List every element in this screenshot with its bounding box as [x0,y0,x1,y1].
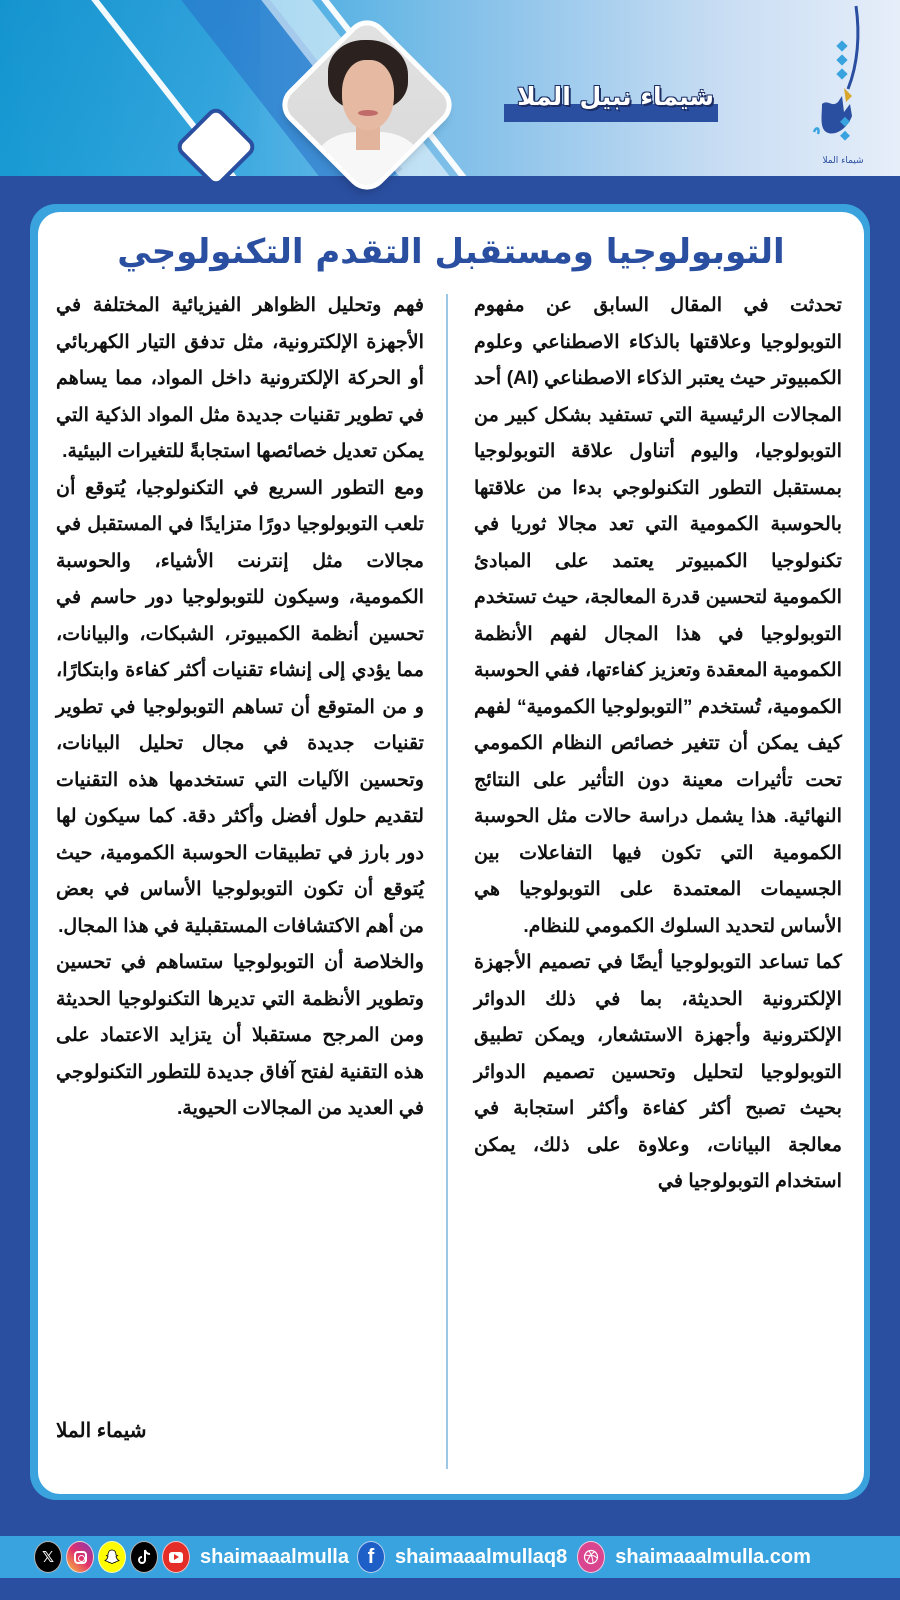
facebook-handle[interactable]: shaimaaalmullaq8 [394,1545,568,1568]
article-title: التوبولوجيا ومستقبل التقدم التكنولوجي [117,232,785,272]
social-handle[interactable]: shaimaaalmulla [200,1545,349,1568]
paragraph: تحدثت في المقال السابق عن مفهوم التوبولوجيا وعلاقتها بالذكاء الاصطناعي وعلوم الكمبيوتر حيث يعتبر الذكاء الاصطناعي (AI) أحد المجالات الرئيسية التي تستفيد بشكل كبير من التوبولوجيا، واليوم أتناول علاقة التوبولوجيا بمستقبل التطور التكنولوجي بدءا من علاقتها بالحوسبة الكمومية التي تعد مجالا ثوريا في تكنولوجيا الكمبيوتر يعتمد على المبادئ الكمومية لتحسين قدرة المعالجة، حيث تستخدم التوبولوجيا في هذا المجال لفهم الأنظمة الكمومية المعقدة وتعزيز كفاءتها، ففي الحوسبة الكمومية، تُستخدم ”التوبولوجيا الكمومية“ لفهم كيف يمكن أن تتغير خصائص النظام الكمومي تحت تأثيرات معينة دون التأثير على النتائج النهائية. هذا يشمل دراسة حالات مثل الحوسبة الكمومية التي تكون فيها التفاعلات بين الجسيمات المعتمدة على التوبولوجيا هي الأساس لتحديد السلوك الكمومي للنظام. [474,295,842,937]
author-signature: شيماء الملا [56,1420,147,1442]
globe-icon[interactable] [577,1541,605,1573]
snapchat-icon[interactable] [98,1541,126,1573]
pen-calligraphy-logo-icon [808,4,878,154]
instagram-icon[interactable] [66,1541,94,1573]
article-column-right [474,288,842,1201]
paragraph: ومع التطور السريع في التكنولوجيا، يُتوقع أن تلعب التوبولوجيا دورًا متزايدًا في المستقبل في مجالات مثل إنترنت الأشياء، والحوسبة الكمومية، وسيكون للتوبولوجيا دور حاسم في تحسين أنظمة الكمبيوتر، الشبكات، والبيانات، مما يؤدي إلى إنشاء تقنيات أكثر كفاءة وابتكارًا، و من المتوقع أن تساهم التوبولوجيا في تطوير تقنيات جديدة في مجال تحليل البيانات، وتحسين الآليات التي تستخدمها هذه التقنيات لتقديم حلول أفضل وأكثر دقة. كما سيكون لها دور بارز في تطبيقات الحوسبة الكمومية، حيث يُتوقع أن تكون التوبولوجيا الأساس في بعض من أهم الاكتشافات المستقبلية في هذا المجال. [56,477,424,937]
brand-logo[interactable] [808,4,878,172]
article-body [38,288,864,1483]
paragraph: كما تساعد التوبولوجيا أيضًا في تصميم الأجهزة الإلكترونية الحديثة، بما في ذلك الدوائر الإلكترونية وأجهزة الاستشعار، ويمكن تطبيق التوبولوجيا لتحليل وتحسين تصميم الدوائر بحيث تصبح أكثر كفاءة وأكثر استجابة في معالجة البيانات، وعلاوة على ذلك، يمكن استخدام التوبولوجيا في [474,952,842,1192]
article-panel [38,212,864,1494]
paragraph: والخلاصة أن التوبولوجيا ستساهم في تحسين وتطوير الأنظمة التي تديرها التكنولوجيا الحديثة ومن المرجح مستقبلا أن يتزايد الاعتماد على هذه التقنية لفتح آفاق جديدة للتطور التكنولوجي في العديد من المجالات الحيوية. [56,952,424,1119]
tiktok-icon[interactable] [130,1541,158,1573]
column-divider [446,294,448,1469]
article-column-left [56,288,424,1128]
youtube-icon[interactable] [162,1541,190,1573]
website-link[interactable]: shaimaaalmulla.com [615,1545,811,1568]
logo-caption: شيماء الملا [822,156,864,166]
x-icon[interactable]: 𝕏 [34,1541,62,1573]
social-footer [0,1536,900,1578]
author-name: شيماء نبيل الملا [517,82,714,111]
paragraph: فهم وتحليل الظواهر الفيزيائية المختلفة في الأجهزة الإلكترونية، مثل تدفق التيار الكهربائي أو الحركة الإلكترونية داخل المواد، مما يساهم في تطوير تقنيات جديدة مثل المواد الذكية التي يمكن تعديل خصائصها استجابةً للتغيرات البيئية. [56,295,424,462]
author-name-banner [504,82,718,122]
facebook-icon[interactable]: f [357,1541,385,1573]
header-banner [0,0,900,178]
header-divider [0,176,900,178]
